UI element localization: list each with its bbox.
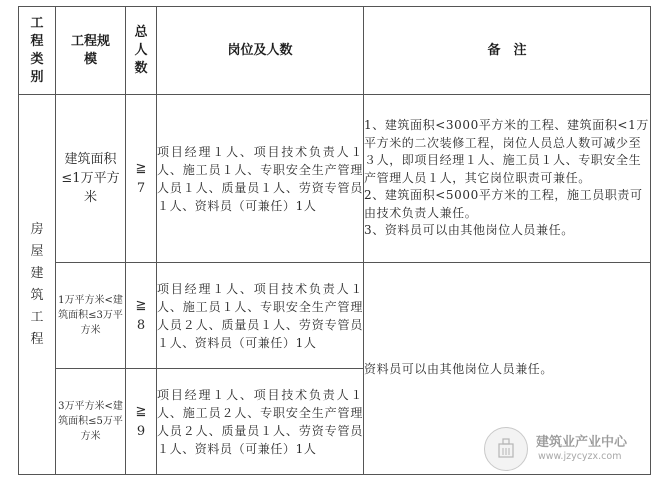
remarks-shared-cell: 资料员可以由其他岗位人员兼任。 [364, 263, 651, 475]
category-cell: 房 屋 建 筑 工 程 [19, 95, 56, 475]
header-positions: 岗位及人数 [157, 7, 364, 95]
table-row [19, 263, 651, 369]
total-cell: ≧8 [126, 263, 157, 369]
header-scale: 工程规模 [56, 7, 126, 95]
building-icon [497, 438, 515, 458]
watermark-name: 建筑业产业中心 [536, 435, 628, 450]
staffing-table [18, 6, 651, 475]
total-cell: ≧9 [126, 369, 157, 475]
header-category: 工 程 类 别 [19, 7, 56, 95]
total-cell: ≧7 [126, 95, 157, 263]
positions-cell: 项目经理１人、项目技术负责人１人、施工员１人、专职安全生产管理人员２人、质量员１人、劳资专管员１人、资料员（可兼任）1人 [157, 263, 364, 369]
scale-cell: 建筑面积≤1万平方米 [56, 95, 126, 263]
header-total: 总 人 数 [126, 7, 157, 95]
remarks-cell: 1、建筑面积<3000平方米的工程、建筑面积<1万平方米的二次装修工程，岗位人员总人数可减少至３人，即项目经理１人、施工员１人、专职安全生产管理人员１人，其它岗位职责可兼任。 2、建筑面积<5000平方米的工程，施工员职责可由技术负责人兼任。 3、资料员可以由其他岗位人员兼任。 [364, 95, 651, 263]
watermark [484, 425, 667, 481]
header-remarks: 备 注 [364, 7, 651, 95]
watermark-url: www.jzycyzx.com [538, 451, 622, 462]
seal-icon [484, 427, 528, 471]
table-row [19, 95, 651, 263]
header-row [19, 7, 651, 95]
scale-cell: 3万平方米<建筑面积≤5万平方米 [56, 369, 126, 475]
positions-cell: 项目经理１人、项目技术负责人１人、施工员１人、专职安全生产管理人员１人、质量员１人、劳资专管员１人、资料员（可兼任）1人 [157, 95, 364, 263]
positions-cell: 项目经理１人、项目技术负责人１人、施工员２人、专职安全生产管理人员２人、质量员１人、劳资专管员１人、资料员（可兼任）1人 [157, 369, 364, 475]
scale-cell: 1万平方米<建筑面积≤3万平方米 [56, 263, 126, 369]
